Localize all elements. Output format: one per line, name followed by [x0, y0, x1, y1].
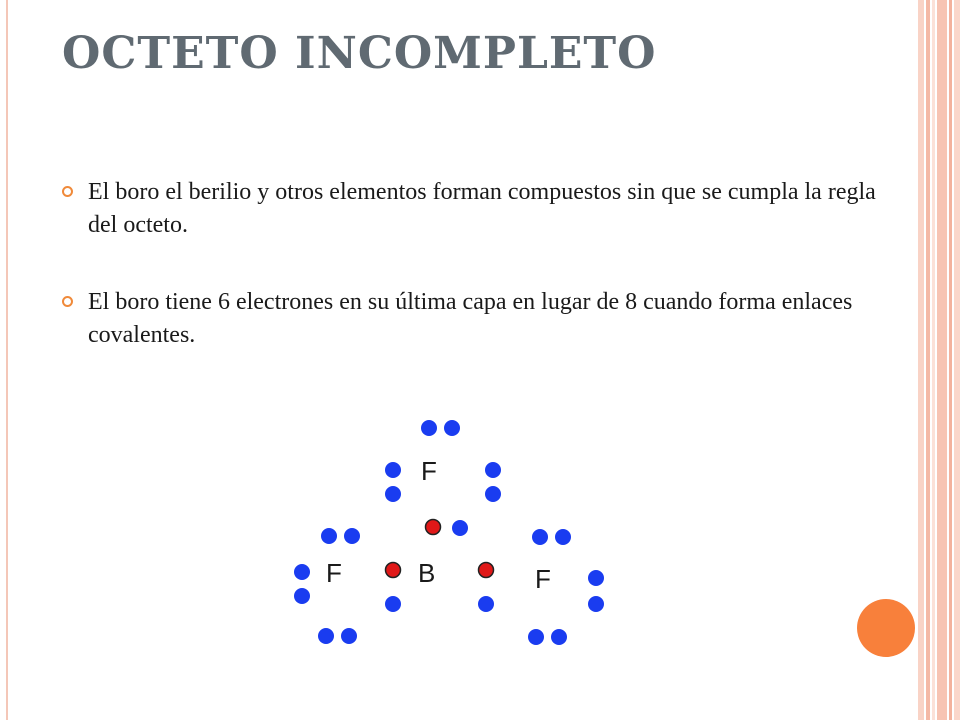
electron-dot — [485, 486, 501, 502]
electron-dot — [318, 628, 334, 644]
electron-dot — [294, 564, 310, 580]
atom-label-b: B — [418, 558, 436, 588]
bullet-list — [62, 176, 902, 396]
electron-dot — [444, 420, 460, 436]
bullet-item — [62, 176, 902, 242]
atom-label-f-right: F — [535, 564, 551, 594]
bullet-text: El boro el berilio y otros elementos forman compuestos sin que se cumpla la regla del octeto. — [88, 179, 876, 239]
electron-dot — [385, 596, 401, 612]
right-stripe — [949, 0, 952, 720]
atom-label-f-top: F — [421, 456, 437, 486]
fluorine-electrons — [294, 420, 604, 645]
right-stripe — [926, 0, 930, 720]
electron-dot — [452, 520, 468, 536]
electron-dot — [532, 529, 548, 545]
right-stripe — [932, 0, 935, 720]
right-stripe — [918, 0, 924, 720]
electron-dot — [555, 529, 571, 545]
electron-dot — [321, 528, 337, 544]
right-stripe — [954, 0, 960, 720]
bullet-ring-icon — [62, 186, 73, 197]
electron-dot — [588, 596, 604, 612]
electron-dot — [341, 628, 357, 644]
electron-dot — [385, 462, 401, 478]
electron-dot — [386, 563, 401, 578]
atom-label-f-left: F — [326, 558, 342, 588]
right-stripe — [937, 0, 947, 720]
electron-dot — [485, 462, 501, 478]
electron-dot — [385, 486, 401, 502]
left-border-line — [6, 0, 8, 720]
electron-dot — [588, 570, 604, 586]
electron-dot — [528, 629, 544, 645]
electron-dot — [294, 588, 310, 604]
bullet-item — [62, 286, 902, 352]
electron-dot — [551, 629, 567, 645]
bullet-ring-icon — [62, 296, 73, 307]
electron-dot — [478, 596, 494, 612]
bullet-text: El boro tiene 6 electrones en su última capa en lugar de 8 cuando forma enlaces covalentes. — [88, 289, 853, 349]
electron-dot — [421, 420, 437, 436]
decorative-orange-circle — [857, 599, 915, 657]
electron-dot — [426, 520, 441, 535]
electron-dot — [344, 528, 360, 544]
slide-title: OCTETO INCOMPLETO — [62, 28, 657, 79]
boron-electrons — [386, 520, 494, 578]
electron-dot — [479, 563, 494, 578]
